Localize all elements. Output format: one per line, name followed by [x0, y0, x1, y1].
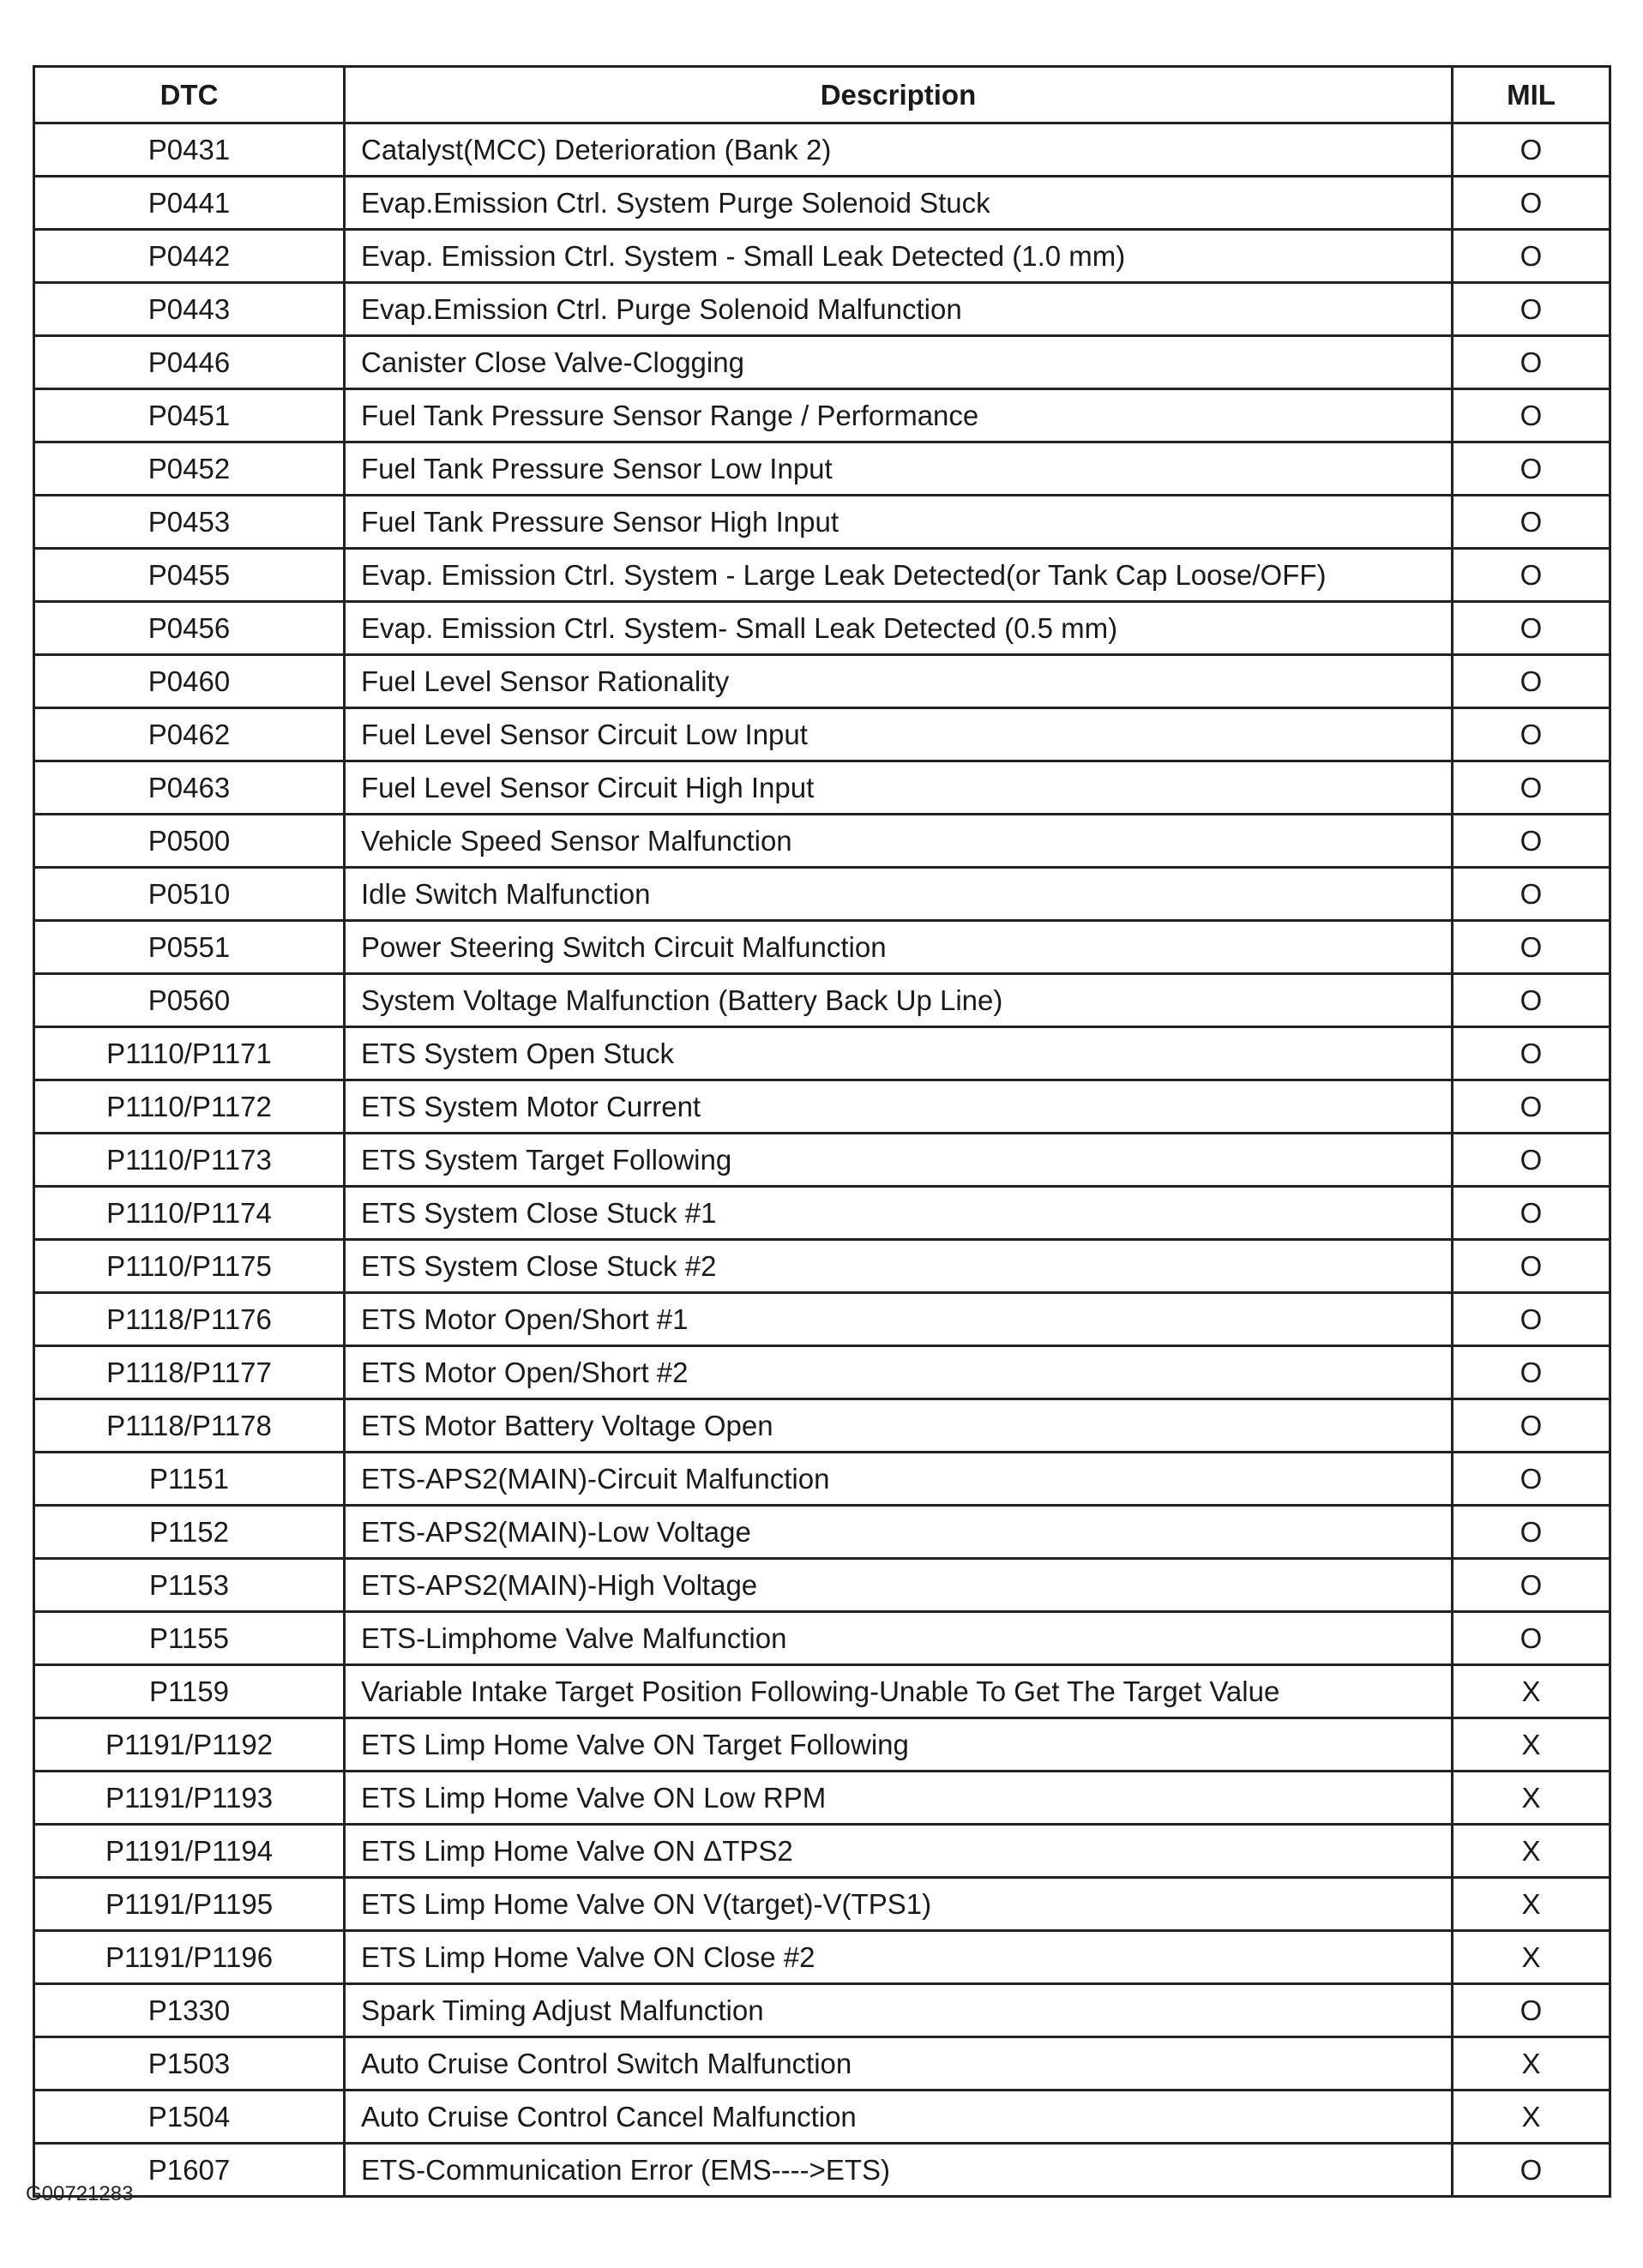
dtc-cell: P1110/P1172 [34, 1080, 345, 1134]
description-cell: ETS System Motor Current [345, 1080, 1453, 1134]
dtc-cell: P1110/P1171 [34, 1027, 345, 1080]
description-cell: Auto Cruise Control Cancel Malfunction [345, 2091, 1453, 2144]
dtc-cell: P0431 [34, 123, 345, 177]
table-row [34, 389, 1610, 442]
mil-cell: O [1453, 708, 1610, 761]
table-row [34, 2037, 1610, 2091]
description-cell: ETS Limp Home Valve ON Low RPM [345, 1772, 1453, 1825]
mil-cell: O [1453, 496, 1610, 549]
mil-cell: O [1453, 1027, 1610, 1080]
mil-cell: O [1453, 442, 1610, 496]
mil-cell: O [1453, 761, 1610, 815]
table-row [34, 815, 1610, 868]
mil-cell: O [1453, 123, 1610, 177]
table-row [34, 123, 1610, 177]
dtc-cell: P1118/P1176 [34, 1293, 345, 1346]
dtc-cell: P1503 [34, 2037, 345, 2091]
table-row [34, 1984, 1610, 2037]
table-row [34, 230, 1610, 283]
mil-cell: O [1453, 389, 1610, 442]
description-cell: ETS Limp Home Valve ON Target Following [345, 1718, 1453, 1772]
dtc-cell: P0551 [34, 921, 345, 974]
mil-cell: O [1453, 602, 1610, 655]
mil-cell: X [1453, 2091, 1610, 2144]
mil-cell: O [1453, 1984, 1610, 2037]
dtc-cell: P1110/P1175 [34, 1240, 345, 1293]
table-row [34, 283, 1610, 336]
mil-cell: O [1453, 1506, 1610, 1559]
description-cell: Vehicle Speed Sensor Malfunction [345, 815, 1453, 868]
description-cell: ETS Limp Home Valve ON V(target)-V(TPS1) [345, 1878, 1453, 1931]
table-row [34, 1506, 1610, 1559]
dtc-cell: P0463 [34, 761, 345, 815]
table-row [34, 549, 1610, 602]
mil-cell: O [1453, 2144, 1610, 2197]
mil-cell: O [1453, 1399, 1610, 1453]
dtc-cell: P0451 [34, 389, 345, 442]
description-cell: Canister Close Valve-Clogging [345, 336, 1453, 389]
description-cell: ETS-APS2(MAIN)-High Voltage [345, 1559, 1453, 1612]
description-cell: Spark Timing Adjust Malfunction [345, 1984, 1453, 2037]
description-cell: Evap.Emission Ctrl. System Purge Solenoid Stuck [345, 177, 1453, 230]
mil-cell: O [1453, 549, 1610, 602]
table-row [34, 1399, 1610, 1453]
mil-cell: O [1453, 1559, 1610, 1612]
dtc-cell: P1191/P1196 [34, 1931, 345, 1984]
mil-cell: X [1453, 1718, 1610, 1772]
table-row [34, 2144, 1610, 2197]
description-cell: ETS System Open Stuck [345, 1027, 1453, 1080]
dtc-cell: P1118/P1177 [34, 1346, 345, 1399]
dtc-cell: P1110/P1174 [34, 1187, 345, 1240]
dtc-cell: P0455 [34, 549, 345, 602]
dtc-cell: P0510 [34, 868, 345, 921]
description-cell: ETS Motor Open/Short #1 [345, 1293, 1453, 1346]
mil-cell: O [1453, 868, 1610, 921]
dtc-cell: P1191/P1192 [34, 1718, 345, 1772]
mil-cell: O [1453, 1240, 1610, 1293]
table-row [34, 496, 1610, 549]
description-cell: ETS-APS2(MAIN)-Low Voltage [345, 1506, 1453, 1559]
dtc-cell: P1607 [34, 2144, 345, 2197]
dtc-cell: P0460 [34, 655, 345, 708]
dtc-cell: P1110/P1173 [34, 1134, 345, 1187]
description-cell: Fuel Tank Pressure Sensor Low Input [345, 442, 1453, 496]
table-header-row [34, 67, 1610, 123]
mil-cell: X [1453, 1772, 1610, 1825]
dtc-cell: P0442 [34, 230, 345, 283]
dtc-cell: P0446 [34, 336, 345, 389]
description-cell: ETS System Close Stuck #2 [345, 1240, 1453, 1293]
mil-cell: O [1453, 336, 1610, 389]
table-row [34, 1240, 1610, 1293]
description-cell: ETS System Close Stuck #1 [345, 1187, 1453, 1240]
mil-cell: O [1453, 1612, 1610, 1665]
description-cell: ETS-APS2(MAIN)-Circuit Malfunction [345, 1453, 1453, 1506]
dtc-cell: P0453 [34, 496, 345, 549]
dtc-cell: P1191/P1195 [34, 1878, 345, 1931]
description-cell: Evap. Emission Ctrl. System - Large Leak Detected(or Tank Cap Loose/OFF) [345, 549, 1453, 602]
mil-cell: X [1453, 1878, 1610, 1931]
table-row [34, 655, 1610, 708]
table-row [34, 974, 1610, 1027]
mil-cell: O [1453, 655, 1610, 708]
dtc-cell: P1504 [34, 2091, 345, 2144]
dtc-cell: P0560 [34, 974, 345, 1027]
mil-cell: O [1453, 1080, 1610, 1134]
figure-id: G00721283 [26, 2182, 134, 2205]
description-cell: ETS Motor Open/Short #2 [345, 1346, 1453, 1399]
mil-cell: O [1453, 1134, 1610, 1187]
description-cell: Variable Intake Target Position Following-Unable To Get The Target Value [345, 1665, 1453, 1718]
table-row [34, 442, 1610, 496]
table-row [34, 1134, 1610, 1187]
table-row [34, 1772, 1610, 1825]
description-cell: Catalyst(MCC) Deterioration (Bank 2) [345, 123, 1453, 177]
mil-cell: O [1453, 230, 1610, 283]
dtc-cell: P1330 [34, 1984, 345, 2037]
header-mil: MIL [1453, 67, 1610, 123]
table-row [34, 1718, 1610, 1772]
dtc-cell: P1191/P1194 [34, 1825, 345, 1878]
table-row [34, 921, 1610, 974]
table-row [34, 1187, 1610, 1240]
dtc-table [33, 65, 1611, 2198]
description-cell: Fuel Level Sensor Rationality [345, 655, 1453, 708]
table-row [34, 1878, 1610, 1931]
description-cell: Evap. Emission Ctrl. System- Small Leak Detected (0.5 mm) [345, 602, 1453, 655]
dtc-cell: P1153 [34, 1559, 345, 1612]
mil-cell: X [1453, 1931, 1610, 1984]
table-row [34, 602, 1610, 655]
description-cell: Idle Switch Malfunction [345, 868, 1453, 921]
table-row [34, 177, 1610, 230]
description-cell: ETS Motor Battery Voltage Open [345, 1399, 1453, 1453]
table-row [34, 1612, 1610, 1665]
table-row [34, 708, 1610, 761]
table-body [34, 123, 1610, 2197]
dtc-cell: P0443 [34, 283, 345, 336]
mil-cell: O [1453, 974, 1610, 1027]
table-row [34, 1027, 1610, 1080]
dtc-cell: P0462 [34, 708, 345, 761]
mil-cell: O [1453, 1293, 1610, 1346]
table-row [34, 1453, 1610, 1506]
description-cell: Evap. Emission Ctrl. System - Small Leak Detected (1.0 mm) [345, 230, 1453, 283]
dtc-cell: P1152 [34, 1506, 345, 1559]
dtc-cell: P0500 [34, 815, 345, 868]
description-cell: Fuel Tank Pressure Sensor High Input [345, 496, 1453, 549]
table-row [34, 1346, 1610, 1399]
mil-cell: X [1453, 1825, 1610, 1878]
mil-cell: X [1453, 1665, 1610, 1718]
table-row [34, 868, 1610, 921]
mil-cell: O [1453, 1187, 1610, 1240]
description-cell: ETS Limp Home Valve ON Close #2 [345, 1931, 1453, 1984]
mil-cell: O [1453, 1453, 1610, 1506]
table-row [34, 761, 1610, 815]
description-cell: Auto Cruise Control Switch Malfunction [345, 2037, 1453, 2091]
table-row [34, 336, 1610, 389]
table-row [34, 1665, 1610, 1718]
table-row [34, 2091, 1610, 2144]
description-cell: Fuel Tank Pressure Sensor Range / Performance [345, 389, 1453, 442]
mil-cell: O [1453, 177, 1610, 230]
description-cell: Fuel Level Sensor Circuit High Input [345, 761, 1453, 815]
mil-cell: O [1453, 921, 1610, 974]
mil-cell: X [1453, 2037, 1610, 2091]
table-row [34, 1293, 1610, 1346]
table-row [34, 1825, 1610, 1878]
dtc-cell: P1191/P1193 [34, 1772, 345, 1825]
table-row [34, 1931, 1610, 1984]
description-cell: ETS-Limphome Valve Malfunction [345, 1612, 1453, 1665]
description-cell: System Voltage Malfunction (Battery Back Up Line) [345, 974, 1453, 1027]
dtc-cell: P1118/P1178 [34, 1399, 345, 1453]
dtc-cell: P1155 [34, 1612, 345, 1665]
description-cell: Power Steering Switch Circuit Malfunction [345, 921, 1453, 974]
dtc-cell: P1159 [34, 1665, 345, 1718]
header-dtc: DTC [34, 67, 345, 123]
dtc-cell: P0441 [34, 177, 345, 230]
description-cell: Evap.Emission Ctrl. Purge Solenoid Malfunction [345, 283, 1453, 336]
description-cell: ETS Limp Home Valve ON ΔTPS2 [345, 1825, 1453, 1878]
dtc-cell: P0452 [34, 442, 345, 496]
dtc-cell: P1151 [34, 1453, 345, 1506]
description-cell: ETS System Target Following [345, 1134, 1453, 1187]
description-cell: ETS-Communication Error (EMS---->ETS) [345, 2144, 1453, 2197]
mil-cell: O [1453, 283, 1610, 336]
header-description: Description [345, 67, 1453, 123]
dtc-cell: P0456 [34, 602, 345, 655]
table-row [34, 1080, 1610, 1134]
description-cell: Fuel Level Sensor Circuit Low Input [345, 708, 1453, 761]
table-row [34, 1559, 1610, 1612]
mil-cell: O [1453, 1346, 1610, 1399]
mil-cell: O [1453, 815, 1610, 868]
